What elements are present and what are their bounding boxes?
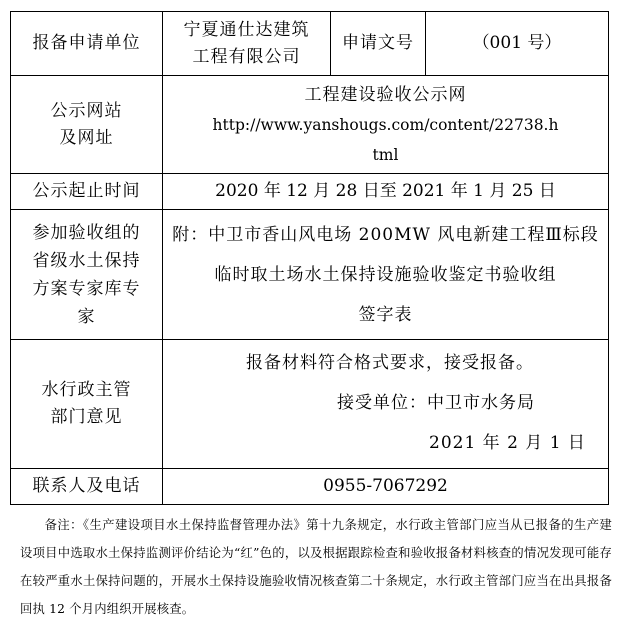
contact-label-text: 联系人及电话 (32, 476, 141, 496)
applicant-unit-label (11, 12, 162, 75)
website-url: tml (372, 145, 399, 164)
website-value (163, 76, 608, 173)
expert-attachment-line: 临时取土场水土保持设施验收鉴定书验收组 (214, 264, 557, 285)
expert-label-line: 方案专家库专 (32, 278, 141, 299)
period-label (11, 174, 162, 209)
remarks-note: 备注：《生产建设项目水土保持监督管理办法》第十九条规定，水行政主管部门应当从已报备的生产建设项目中选取水土保持监测评价结论为“红”色的，以及根据跟踪检查和验收报备材料核查的情况发现可能存在较严重水土保持问题的，开展水土保持设施验收情况核查第二十条规定，水行政主管部门应当在出具报备回执 12 个月内组织开展核查。 (20, 518, 612, 616)
authority-label (11, 340, 162, 468)
applicant-unit-line: 宁夏通仕达建筑 (183, 19, 310, 40)
website-label-line: 公示网站 (50, 100, 123, 121)
website-label (11, 76, 162, 173)
contact-phone-text: 0955-7067292 (323, 476, 448, 496)
expert-label-line: 家 (77, 306, 96, 327)
applicant-unit-line: 工程有限公司 (192, 46, 301, 67)
period-label-text: 公示起止时间 (32, 181, 141, 201)
authority-label-line: 水行政主管 (41, 380, 132, 400)
period-value (163, 174, 608, 209)
opinion-date: 2021 年 2 月 1 日 (429, 433, 586, 453)
doc-number-label-text: 申请文号 (342, 33, 414, 53)
website-url: http://www.yanshougs.com/content/22738.h (212, 115, 559, 134)
doc-number-text: （001 号） (472, 33, 562, 53)
applicant-unit-label-text: 报备申请单位 (32, 33, 141, 53)
expert-attachment-line: 附：中卫市香山风电场 200MW 风电新建工程Ⅲ标段 (172, 224, 599, 245)
expert-value (163, 210, 608, 339)
doc-number-label (331, 12, 425, 75)
website-label-line: 及网址 (59, 127, 114, 148)
authority-label-line: 部门意见 (50, 407, 123, 427)
period-text: 2020 年 12 月 28 日至 2021 年 1 月 25 日 (215, 181, 556, 201)
applicant-unit-value (163, 12, 330, 75)
expert-attachment-line: 签字表 (358, 304, 413, 325)
receiver-text: 接受单位：中卫市水务局 (337, 393, 535, 413)
expert-label (11, 210, 162, 339)
filing-table (10, 11, 609, 505)
contact-phone (163, 469, 608, 504)
expert-label-line: 参加验收组的 (32, 222, 141, 243)
website-name: 工程建设验收公示网 (304, 84, 467, 105)
contact-label (11, 469, 162, 504)
expert-label-line: 省级水土保持 (32, 250, 141, 271)
authority-opinion (163, 340, 608, 468)
opinion-text: 报备材料符合格式要求，接受报备。 (246, 353, 534, 373)
doc-number-value (426, 12, 608, 75)
